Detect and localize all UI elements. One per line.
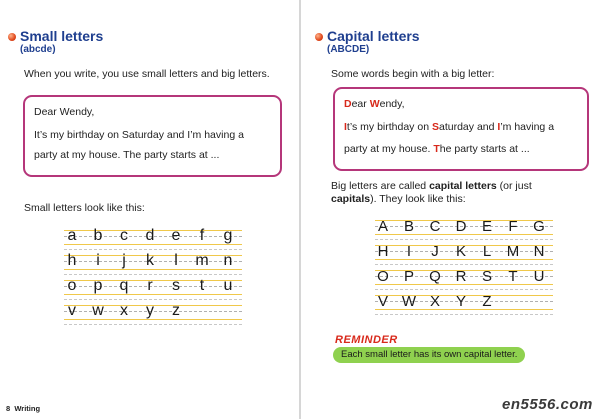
letter-glyph: v <box>68 302 76 319</box>
letter-glyph: D <box>455 218 467 235</box>
letter-glyph: c <box>120 227 128 244</box>
letter-glyph: I <box>406 243 412 260</box>
section-title: Capital letters <box>327 28 420 44</box>
letter-glyph: M <box>506 243 520 260</box>
letter-line: party at my house. The party starts at ... <box>344 143 530 155</box>
page-footer <box>6 404 40 413</box>
letter-glyph: E <box>481 218 492 235</box>
capital-letter-row <box>375 243 553 265</box>
caption-text: ). They look like this: <box>370 193 466 205</box>
letter-line: Dear Wendy, <box>34 106 95 118</box>
caption-bold: capitals <box>331 193 371 205</box>
capital-highlight: T <box>433 143 440 155</box>
letter-glyph: S <box>481 268 492 285</box>
bullet-icon <box>315 33 323 41</box>
letter-glyph: O <box>377 268 389 285</box>
guide-line <box>375 264 553 265</box>
letter-line: Dear Wendy, <box>344 98 405 110</box>
letter-glyph: e <box>171 227 181 244</box>
letter-glyph: j <box>122 252 126 269</box>
guide-line <box>375 314 553 315</box>
guide-line <box>375 239 553 240</box>
example-letter-box-capitals <box>333 87 589 171</box>
reminder-title: REMINDER <box>335 334 398 346</box>
letter-glyph: i <box>96 252 100 269</box>
letter-line: It’s my birthday on Saturday and I’m having a <box>34 129 244 141</box>
capital-highlight: S <box>431 121 439 133</box>
letter-glyph: B <box>403 218 414 235</box>
small-letters-caption: Small letters look like this: <box>24 202 145 214</box>
letter-glyph: F <box>508 218 518 235</box>
letter-glyph: s <box>172 277 180 294</box>
letter-glyph: k <box>146 252 154 269</box>
small-letter-row <box>64 303 242 325</box>
letter-glyph: b <box>93 227 103 244</box>
guide-line <box>64 249 242 250</box>
guide-line <box>64 274 242 275</box>
letter-glyph: r <box>147 277 153 294</box>
watermark: en5556.com <box>502 396 593 413</box>
letter-glyph: Q <box>429 268 441 285</box>
footer-label: Writing <box>14 404 41 413</box>
guide-line <box>375 289 553 290</box>
letter-line: party at my house. The party starts at ... <box>34 149 220 161</box>
small-letter-row <box>64 278 242 300</box>
right-page <box>301 0 600 419</box>
letter-glyph: f <box>199 227 205 244</box>
capital-letters-chart <box>375 218 553 328</box>
section-subtitle: (ABCDE) <box>327 44 370 55</box>
section-title: Small letters <box>20 28 104 44</box>
letter-glyph: N <box>533 243 545 260</box>
letter-glyph: X <box>429 293 440 310</box>
capital-letters-caption <box>331 180 596 206</box>
caption-bold: capital letters <box>429 180 497 192</box>
letter-glyph: u <box>223 277 233 294</box>
letter-glyph: U <box>533 268 545 285</box>
letter-glyph: H <box>377 243 389 260</box>
small-letters-chart <box>64 228 242 338</box>
letter-glyph: t <box>199 277 205 294</box>
caption-text: Big letters are called <box>331 180 430 192</box>
letter-glyph: P <box>403 268 414 285</box>
intro-text: When you write, you use small letters and big letters. <box>24 68 270 80</box>
capital-highlight: W <box>369 98 380 110</box>
letter-glyph: l <box>174 252 178 269</box>
letter-glyph: z <box>172 302 180 319</box>
letter-glyph: T <box>508 268 518 285</box>
letter-glyph: m <box>195 252 209 269</box>
letter-glyph: o <box>67 277 77 294</box>
capital-letter-row <box>375 268 553 290</box>
letter-glyph: h <box>67 252 77 269</box>
letter-glyph: G <box>533 218 545 235</box>
guide-line <box>64 299 242 300</box>
reminder-box: Each small letter has its own capital letter. <box>333 347 525 363</box>
bullet-icon <box>8 33 16 41</box>
letter-glyph: Y <box>455 293 466 310</box>
example-letter-box <box>23 95 282 177</box>
letter-glyph: y <box>146 302 154 319</box>
letter-glyph: w <box>92 302 104 319</box>
guide-line <box>64 324 242 325</box>
page-number: 8 <box>6 404 11 413</box>
capital-highlight: D <box>344 98 352 110</box>
letter-glyph: K <box>455 243 466 260</box>
letter-line: It’s my birthday on Saturday and I’m having a <box>344 121 555 133</box>
letter-glyph: q <box>119 277 129 294</box>
intro-text: Some words begin with a big letter: <box>331 68 495 80</box>
letter-glyph: g <box>223 227 233 244</box>
letter-glyph: d <box>145 227 155 244</box>
letter-glyph: C <box>429 218 441 235</box>
letter-glyph: x <box>120 302 128 319</box>
letter-glyph: Z <box>482 293 492 310</box>
small-letter-row <box>64 228 242 250</box>
letter-glyph: p <box>93 277 103 294</box>
capital-highlight: I <box>344 121 347 133</box>
letter-glyph: W <box>401 293 417 310</box>
letter-glyph: V <box>377 293 388 310</box>
caption-text: (or just <box>496 180 532 192</box>
letter-glyph: a <box>67 227 77 244</box>
letter-glyph: A <box>377 218 388 235</box>
letter-glyph: J <box>431 243 439 260</box>
small-letter-row <box>64 253 242 275</box>
capital-highlight: I <box>497 121 501 133</box>
capital-letter-row <box>375 218 553 240</box>
letter-glyph: L <box>482 243 492 260</box>
section-subtitle: (abcde) <box>20 44 56 55</box>
letter-glyph: R <box>455 268 467 285</box>
letter-glyph: n <box>223 252 233 269</box>
capital-letter-row <box>375 293 553 315</box>
